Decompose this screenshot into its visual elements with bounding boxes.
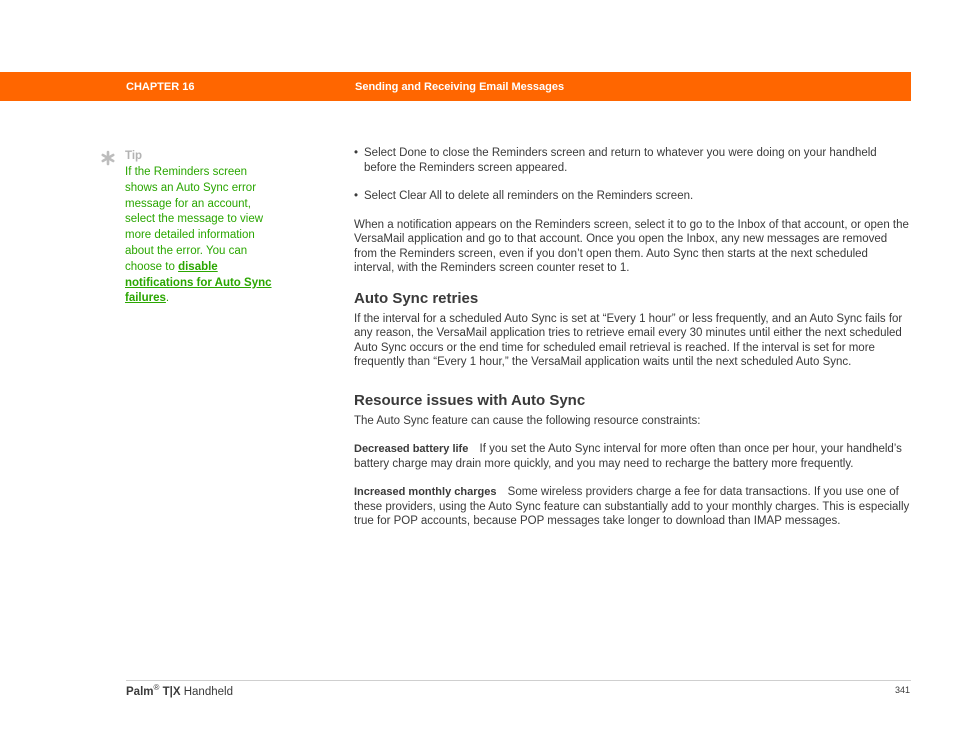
bullet-text: Select Done to close the Reminders screen and return to whatever you were doing on your handheld before the Reminders screen appeared. — [364, 147, 877, 174]
product-type: Handheld — [183, 685, 233, 698]
bullet-text: Select Clear All to delete all reminders on the Reminders screen. — [364, 190, 694, 202]
retries-paragraph: If the interval for a scheduled Auto Sync is set at “Every 1 hour” or less frequently, and an Auto Sync fails for any reason, the VersaMail application tries to retrieve email every 30 minutes until either the next scheduled Auto Sync occurs or the end time for scheduled email retrieval is reached. If the interval is set for more frequently than “Every 1 hour,” the VersaMail application waits until the next scheduled Auto Sync. — [354, 312, 903, 368]
brand-name: Palm — [126, 685, 154, 698]
section-heading-resources: Resource issues with Auto Sync — [354, 391, 586, 409]
resource-item — [354, 442, 910, 471]
footer-product-name — [126, 683, 233, 698]
resource-text: If you set the Auto Sync interval for more often than once per hour, your handheld’s battery charge may drain more quickly, and you may need to recharge the battery more frequently. — [354, 443, 902, 470]
chapter-number: CHAPTER 16 — [126, 81, 195, 93]
resources-intro: The Auto Sync feature can cause the following resource constraints: — [354, 414, 701, 427]
tip-body-text: If the Reminders screen shows an Auto Sync error message for an account, select the message to view more detailed information about the error. You can choose to — [125, 166, 264, 273]
bullet-dot: • — [354, 190, 359, 202]
asterisk-icon — [100, 150, 116, 166]
resource-text: Some wireless providers charge a fee for data transactions. If you use one of these providers, using the Auto Sync feature can substantially add to your monthly charges. This is especially true for POP accounts, because POP messages take longer to download than IMAP messages. — [354, 486, 910, 527]
bullet-dot: • — [354, 147, 359, 159]
list-item — [354, 146, 910, 175]
resource-term: Decreased battery life — [354, 443, 469, 455]
tip-suffix: . — [165, 292, 170, 305]
footer-divider — [126, 680, 911, 681]
section-heading-retries: Auto Sync retries — [354, 289, 479, 307]
disable-notifications-link[interactable]: disable notifications for Auto Sync failures — [125, 260, 272, 305]
main-content — [354, 146, 910, 543]
list-item — [354, 189, 910, 204]
resource-term: Increased monthly charges — [354, 486, 497, 498]
model-name: T|X — [162, 685, 181, 698]
tip-text — [125, 165, 275, 307]
page-number: 341 — [894, 685, 910, 695]
registered-mark: ® — [153, 683, 160, 692]
chapter-title: Sending and Receiving Email Messages — [355, 81, 565, 93]
tip-label: Tip — [125, 150, 143, 162]
intro-paragraph: When a notification appears on the Reminders screen, select it to go to the Inbox of that account, or open the VersaMail application and go to that account. Once you open the Inbox, any new messages are removed from the Reminders screen, even if you don’t open them. Auto Sync then starts at the next scheduled interval, with the Reminders screen counter reset to 1. — [354, 218, 909, 274]
resource-item — [354, 485, 910, 529]
